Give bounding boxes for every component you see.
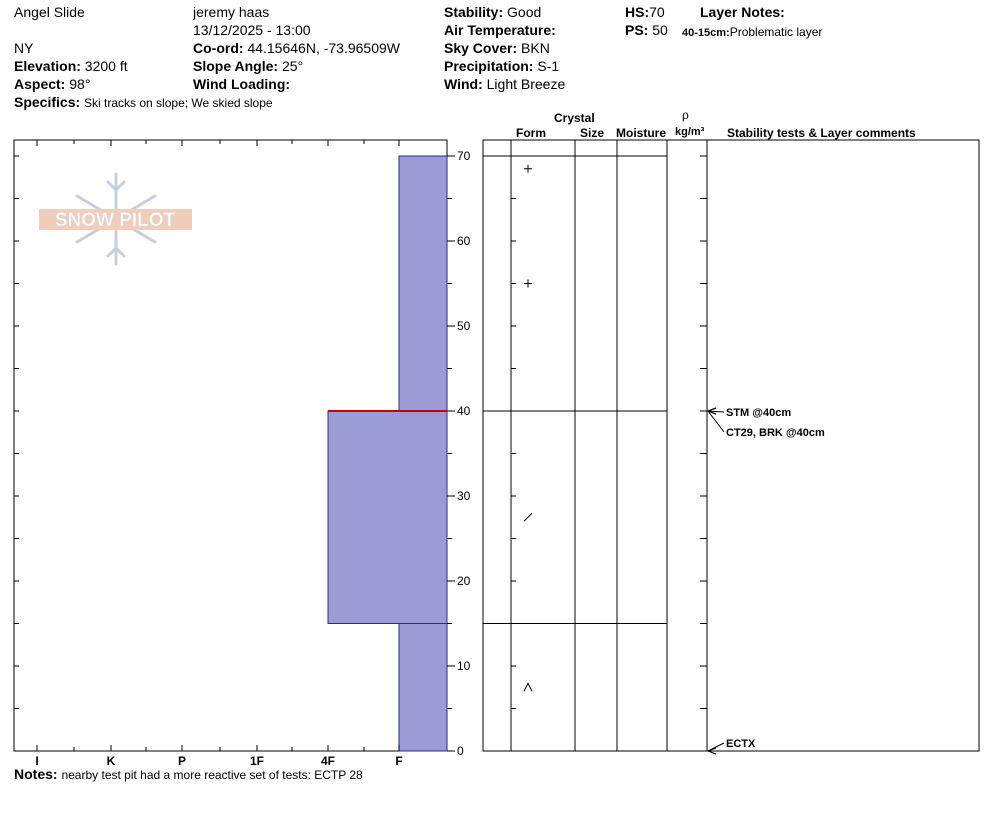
stability-comments-header: Stability tests & Layer comments	[727, 126, 916, 140]
grain-form-symbols	[524, 165, 532, 692]
hardness-tick-label: F	[395, 754, 403, 768]
layer-note-text: Problematic layer	[729, 25, 823, 39]
hs-value: 70	[649, 4, 665, 20]
stability-test-label: ECTX	[726, 738, 756, 750]
site-name: Angel Slide	[14, 4, 85, 20]
notes-text: nearby test pit had a more reactive set of tests: ECTP 28	[61, 768, 363, 782]
ps-label: PS:	[625, 22, 649, 38]
specifics-value: Ski tracks on slope; We skied slope	[84, 96, 273, 110]
stability-test-label: STM @40cm	[726, 407, 792, 419]
hardness-layer-bar	[328, 411, 447, 624]
layer-table-frame	[483, 140, 979, 751]
stability-test-label: CT29, BRK @40cm	[726, 427, 825, 439]
logo-text: SNOW PILOT	[54, 210, 176, 231]
observer-name: jeremy haas	[193, 4, 270, 20]
hardness-layer-bar	[399, 156, 447, 411]
density-unit-header: kg/m³	[675, 126, 705, 138]
form-header: Form	[516, 126, 546, 140]
height-tick-label: 40	[457, 404, 471, 418]
height-axis	[447, 149, 471, 758]
specifics-label: Specifics:	[14, 94, 81, 110]
hardness-tick-label: I	[35, 754, 39, 768]
height-tick-label: 0	[457, 744, 464, 758]
aspect-label: Aspect:	[14, 76, 66, 92]
sky-value: BKN	[521, 40, 550, 56]
hardness-tick-label: 1F	[249, 754, 265, 768]
wind-loading-label: Wind Loading:	[193, 76, 291, 92]
coord-label: Co-ord:	[193, 40, 244, 56]
decomposing-symbol	[524, 513, 532, 521]
elevation-value: 3200 ft	[84, 58, 128, 74]
height-tick-label: 50	[457, 319, 471, 333]
height-tick-label: 20	[457, 574, 471, 588]
layer-notes-label: Layer Notes:	[700, 4, 785, 20]
stability-test-annotations	[708, 407, 825, 754]
hardness-layer-bar	[399, 624, 447, 752]
air-temp-label: Air Temperature:	[444, 22, 556, 38]
depth-hoar-symbol	[524, 683, 532, 691]
hs-label: HS:	[625, 4, 650, 20]
slope-value: 25°	[281, 58, 304, 74]
aspect-value: 98°	[69, 76, 91, 92]
rho-header: ρ	[682, 108, 689, 122]
table-column-dividers	[511, 140, 707, 751]
crystal-header: Crystal	[554, 111, 595, 125]
elevation-label: Elevation:	[14, 58, 81, 74]
wind-value: Light Breeze	[486, 76, 566, 92]
state: NY	[14, 40, 34, 56]
coord-value: 44.15646N, -73.96509W	[247, 40, 400, 56]
slope-label: Slope Angle:	[193, 58, 279, 74]
moisture-header: Moisture	[616, 126, 667, 140]
stability-label: Stability:	[444, 4, 504, 20]
hardness-left-ticks	[14, 156, 19, 751]
hardness-tick-label: 4F	[320, 754, 336, 768]
height-tick-label: 60	[457, 234, 471, 248]
table-height-ticks	[511, 156, 707, 751]
stability-value: Good	[507, 4, 542, 20]
notes-row	[14, 766, 363, 783]
stability-test-leader	[708, 411, 724, 432]
ps-value: 50	[652, 22, 668, 38]
height-tick-label: 10	[457, 659, 471, 673]
snowpilot-logo	[39, 174, 192, 264]
hardness-layers	[328, 156, 447, 751]
notes-label: Notes:	[14, 766, 58, 782]
hardness-tick-label: P	[177, 754, 187, 768]
precip-value: S-1	[537, 58, 560, 74]
height-tick-label: 30	[457, 489, 471, 503]
sky-label: Sky Cover:	[444, 40, 518, 56]
observation-datetime: 13/12/2025 - 13:00	[193, 22, 311, 38]
wind-label: Wind:	[444, 76, 483, 92]
hardness-tick-label: K	[106, 754, 116, 768]
layer-note-range: 40-15cm:	[682, 27, 730, 39]
size-header: Size	[580, 126, 605, 140]
height-tick-label: 70	[457, 149, 471, 163]
precip-label: Precipitation:	[444, 58, 534, 74]
